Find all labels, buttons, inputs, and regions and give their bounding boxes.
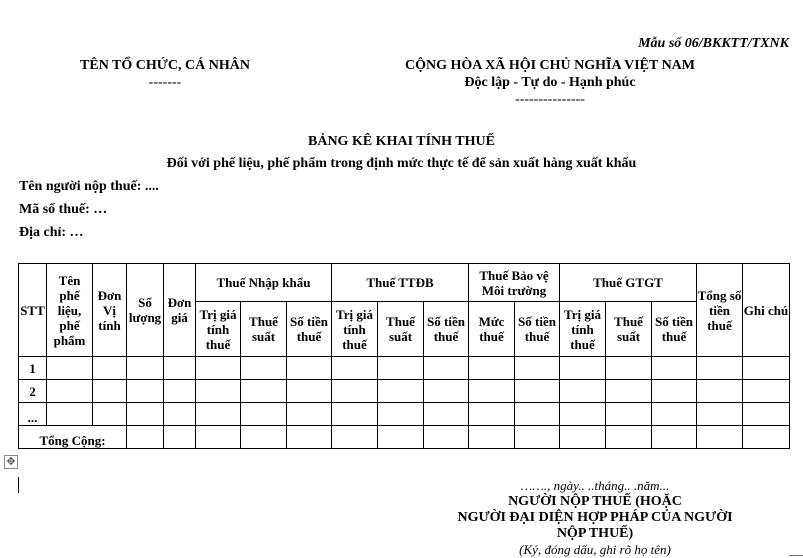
organization-label: TÊN TỔ CHỨC, CÁ NHÂN [80,58,250,73]
table-cell[interactable] [424,380,469,403]
col-ttdb-tax-rate: Thuế suất [378,302,424,357]
table-cell[interactable] [196,426,241,449]
total-label: Tổng Cộng: [19,426,127,449]
table-cell[interactable] [196,357,241,380]
col-notes: Ghi chú [743,264,790,357]
col-vat-tax-amount: Số tiền thuế [652,302,697,357]
table-cell[interactable] [378,426,424,449]
table-cell[interactable] [560,426,606,449]
signer-line-1: NGƯỜI NỘP THUẾ (HOẶC [508,494,682,509]
motto: Độc lập - Tự do - Hạnh phúc [464,75,636,90]
table-cell[interactable] [47,403,93,426]
table-cell[interactable] [196,380,241,403]
table-cell[interactable] [606,403,652,426]
col-unit: Đơn Vị tính [93,264,127,357]
nation-block [370,57,730,108]
table-cell[interactable] [287,403,332,426]
group-environmental-tax: Thuế Bảo vệ Môi trường [469,264,560,302]
table-cell[interactable] [652,403,697,426]
row-stt: ... [19,403,47,426]
tax-code-field[interactable]: Mã số thuế: … [19,202,108,217]
table-cell[interactable] [743,403,790,426]
document-title: BẢNG KÊ KHAI TÍNH THUẾ [308,134,495,149]
motto-divider: --------------- [515,92,585,107]
table-cell[interactable] [424,357,469,380]
group-vat: Thuế GTGT [560,264,697,302]
table-cell[interactable] [560,357,606,380]
table-cell[interactable] [515,357,560,380]
table-cell[interactable] [127,357,164,380]
col-vat-tax-rate: Thuế suất [606,302,652,357]
table-cell[interactable] [697,380,743,403]
table-cell[interactable] [697,403,743,426]
table-cell[interactable] [241,426,287,449]
table-cell[interactable] [93,380,127,403]
col-import-taxable-value: Trị giá tính thuế [196,302,241,357]
page-edge-marker [789,555,803,556]
table-cell[interactable] [332,380,378,403]
table-cell[interactable] [469,357,515,380]
signer-line-2: NGƯỜI ĐẠI DIỆN HỢP PHÁP CỦA NGƯỜI [457,510,733,525]
table-cell[interactable] [47,380,93,403]
table-cell[interactable] [515,380,560,403]
table-cell[interactable] [287,357,332,380]
table-cell[interactable] [606,380,652,403]
group-import-tax: Thuế Nhập khẩu [196,264,332,302]
table-move-handle-icon[interactable]: ✥ [4,455,18,469]
col-item-name: Tên phế liệu, phế phẩm [47,264,93,357]
table-cell[interactable] [127,380,164,403]
col-stt: STT [19,264,47,357]
col-env-tax-amount: Số tiền thuế [515,302,560,357]
table-cell[interactable] [469,426,515,449]
table-cell[interactable] [164,357,196,380]
col-vat-taxable-value: Trị giá tính thuế [560,302,606,357]
table-row [19,380,790,403]
date-line: ……., ngày.. ..tháng.. .năm... [520,478,670,493]
table-cell[interactable] [652,426,697,449]
table-cell[interactable] [606,426,652,449]
table-cell[interactable] [697,426,743,449]
col-ttdb-tax-amount: Số tiền thuế [424,302,469,357]
table-cell[interactable] [378,403,424,426]
organization-block [60,57,270,91]
group-special-consumption-tax: Thuế TTĐB [332,264,469,302]
table-cell[interactable] [378,357,424,380]
table-cell[interactable] [469,403,515,426]
col-ttdb-taxable-value: Trị giá tính thuế [332,302,378,357]
text-cursor [18,477,19,493]
table-cell[interactable] [469,380,515,403]
col-import-tax-amount: Số tiền thuế [287,302,332,357]
table-cell[interactable] [652,380,697,403]
table-cell[interactable] [515,426,560,449]
table-cell[interactable] [127,426,164,449]
table-cell[interactable] [93,357,127,380]
table-cell[interactable] [241,403,287,426]
document-subtitle: Đối với phế liệu, phế phẩm trong định mức thực tế để sản xuất hàng xuất khẩu [166,156,637,171]
table-cell[interactable] [241,380,287,403]
col-import-tax-rate: Thuế suất [241,302,287,357]
table-cell[interactable] [424,403,469,426]
table-cell[interactable] [164,403,196,426]
col-env-tax-level: Mức thuế [469,302,515,357]
table-cell[interactable] [164,380,196,403]
table-row [19,403,790,426]
table-row [19,357,790,380]
taxpayer-name-field[interactable]: Tên người nộp thuế: .... [19,179,159,194]
table-cell[interactable] [515,403,560,426]
table-cell[interactable] [287,380,332,403]
table-cell[interactable] [93,403,127,426]
table-cell[interactable] [127,403,164,426]
row-stt: 1 [19,357,47,380]
signer-line-3: NỘP THUẾ) [556,526,634,541]
signature-instruction: (Ký, đóng dấu, ghi rõ họ tên) [519,542,671,557]
table-cell[interactable] [424,426,469,449]
address-field[interactable]: Địa chỉ: … [19,225,84,240]
table-cell[interactable] [560,403,606,426]
total-row [19,426,790,449]
form-code: Mẫu số 06/BKKTT/TXNK [638,36,789,51]
nation-name: CỘNG HÒA XÃ HỘI CHỦ NGHĨA VIỆT NAM [404,58,695,73]
table-cell[interactable] [743,380,790,403]
col-unit-price: Đơn giá [164,264,196,357]
table-cell[interactable] [560,380,606,403]
col-total-tax: Tổng số tiền thuế [697,264,743,357]
table-cell[interactable] [196,403,241,426]
organization-divider: ------- [148,75,182,90]
table-cell[interactable] [332,426,378,449]
table-cell[interactable] [606,357,652,380]
table-cell[interactable] [332,357,378,380]
table-cell[interactable] [652,357,697,380]
table-cell[interactable] [287,426,332,449]
table-cell[interactable] [743,426,790,449]
table-cell[interactable] [47,357,93,380]
table-cell[interactable] [378,380,424,403]
col-quantity: Số lượng [127,264,164,357]
table-cell[interactable] [697,357,743,380]
table-cell[interactable] [332,403,378,426]
table-cell[interactable] [241,357,287,380]
tax-declaration-table [18,263,790,449]
header-row-groups [19,264,790,302]
table-cell[interactable] [743,357,790,380]
table-cell[interactable] [164,426,196,449]
row-stt: 2 [19,380,47,403]
signature-block [430,478,760,558]
